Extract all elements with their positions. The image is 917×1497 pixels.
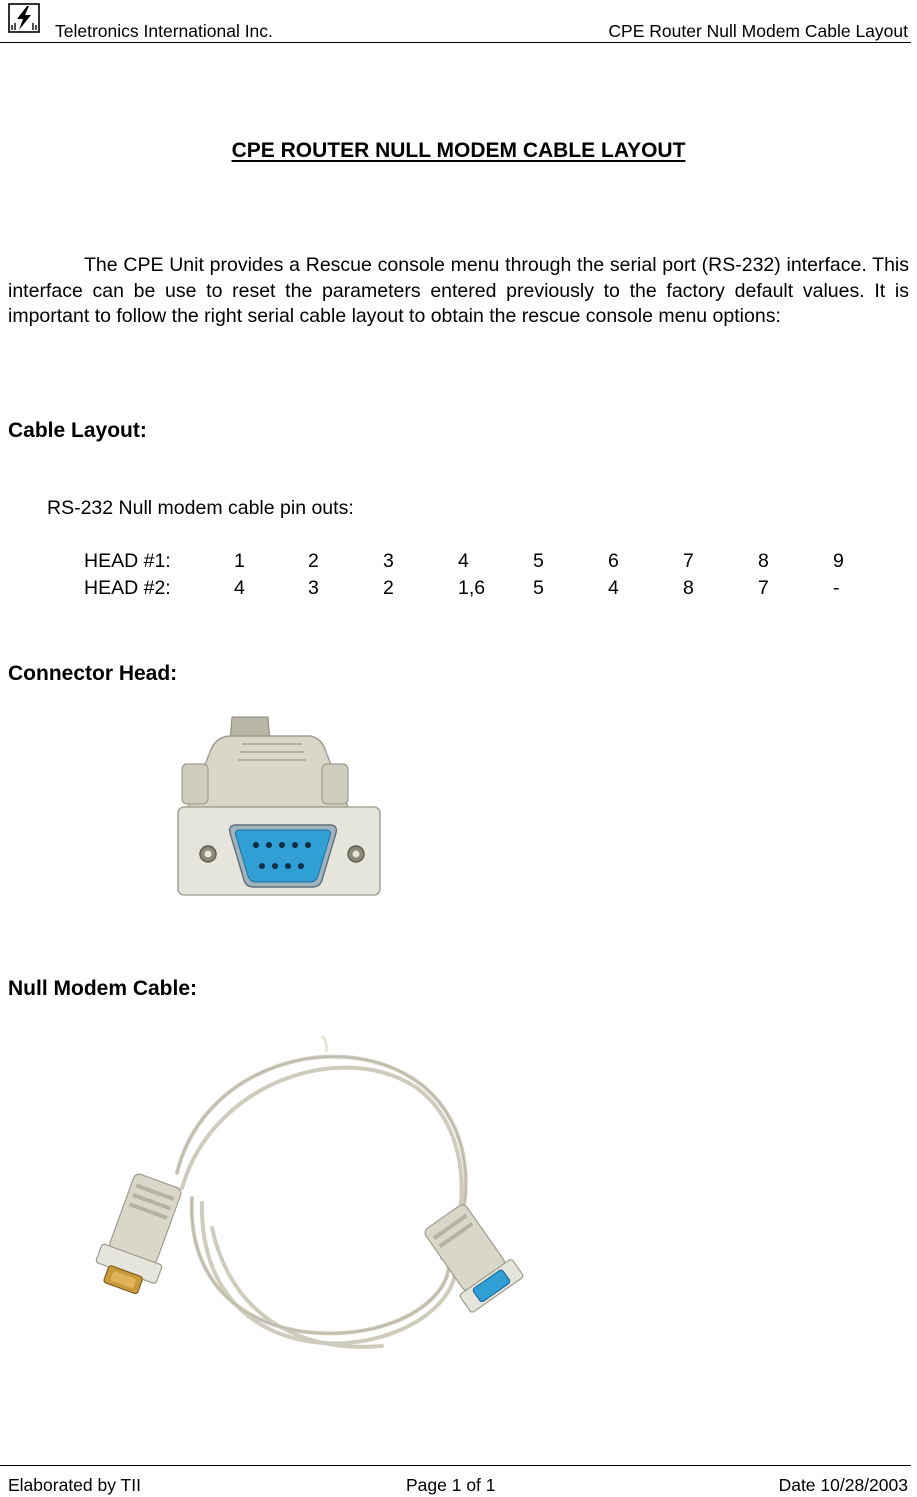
pin-cell: 4 [458,550,469,572]
pin-cell: 5 [533,550,544,572]
pin-cell: 8 [683,577,694,599]
footer-divider [0,1465,911,1466]
pin-cell: 6 [608,550,619,572]
company-logo-icon [8,3,40,33]
footer-page-number: Page 1 of 1 [406,1475,496,1495]
pinout-row-head-1 [0,550,917,574]
header-divider [0,42,911,43]
pin-cell: 2 [383,577,394,599]
header-company-name: Teletronics International Inc. [55,21,273,41]
pin-cell: - [833,577,840,599]
pinout-row-head-2 [0,577,917,601]
cable-layout-heading: Cable Layout: [8,419,147,442]
connector-head-photo [170,712,385,902]
pin-cell: 3 [383,550,394,572]
pin-cell: 7 [683,550,694,572]
null-modem-cable-photo [82,1028,527,1373]
pin-cell: 5 [533,577,544,599]
null-modem-cable-heading: Null Modem Cable: [8,977,198,1000]
connector-head-heading: Connector Head: [8,662,178,685]
pin-cell: 1 [234,550,245,572]
footer-author: Elaborated by TII [8,1475,141,1495]
pin-cell: 2 [308,550,319,572]
pin-cell: 1,6 [458,577,486,599]
pinouts-label: RS-232 Null modem cable pin outs: [47,497,354,519]
header-document-title: CPE Router Null Modem Cable Layout [608,21,908,41]
intro-paragraph [8,253,909,330]
pin-cell: 4 [234,577,245,599]
pin-cell: 8 [758,550,769,572]
pin-cell: 3 [308,577,319,599]
pinout-row-label: HEAD #2: [84,577,171,599]
page-title-text: CPE ROUTER NULL MODEM CABLE LAYOUT [231,139,686,162]
pin-cell: 9 [833,550,844,572]
page-title [0,139,917,163]
footer-date: Date 10/28/2003 [778,1475,908,1495]
pin-cell: 4 [608,577,619,599]
pin-cell: 7 [758,577,769,599]
intro-text: The CPE Unit provides a Rescue console menu through the serial port (RS-232) interface. This interface can be use to reset the parameters entered previously to the factory default values. It is important to follow the right serial cable layout to obtain the rescue console menu options: [8,254,909,327]
pinout-row-label: HEAD #1: [84,550,171,572]
